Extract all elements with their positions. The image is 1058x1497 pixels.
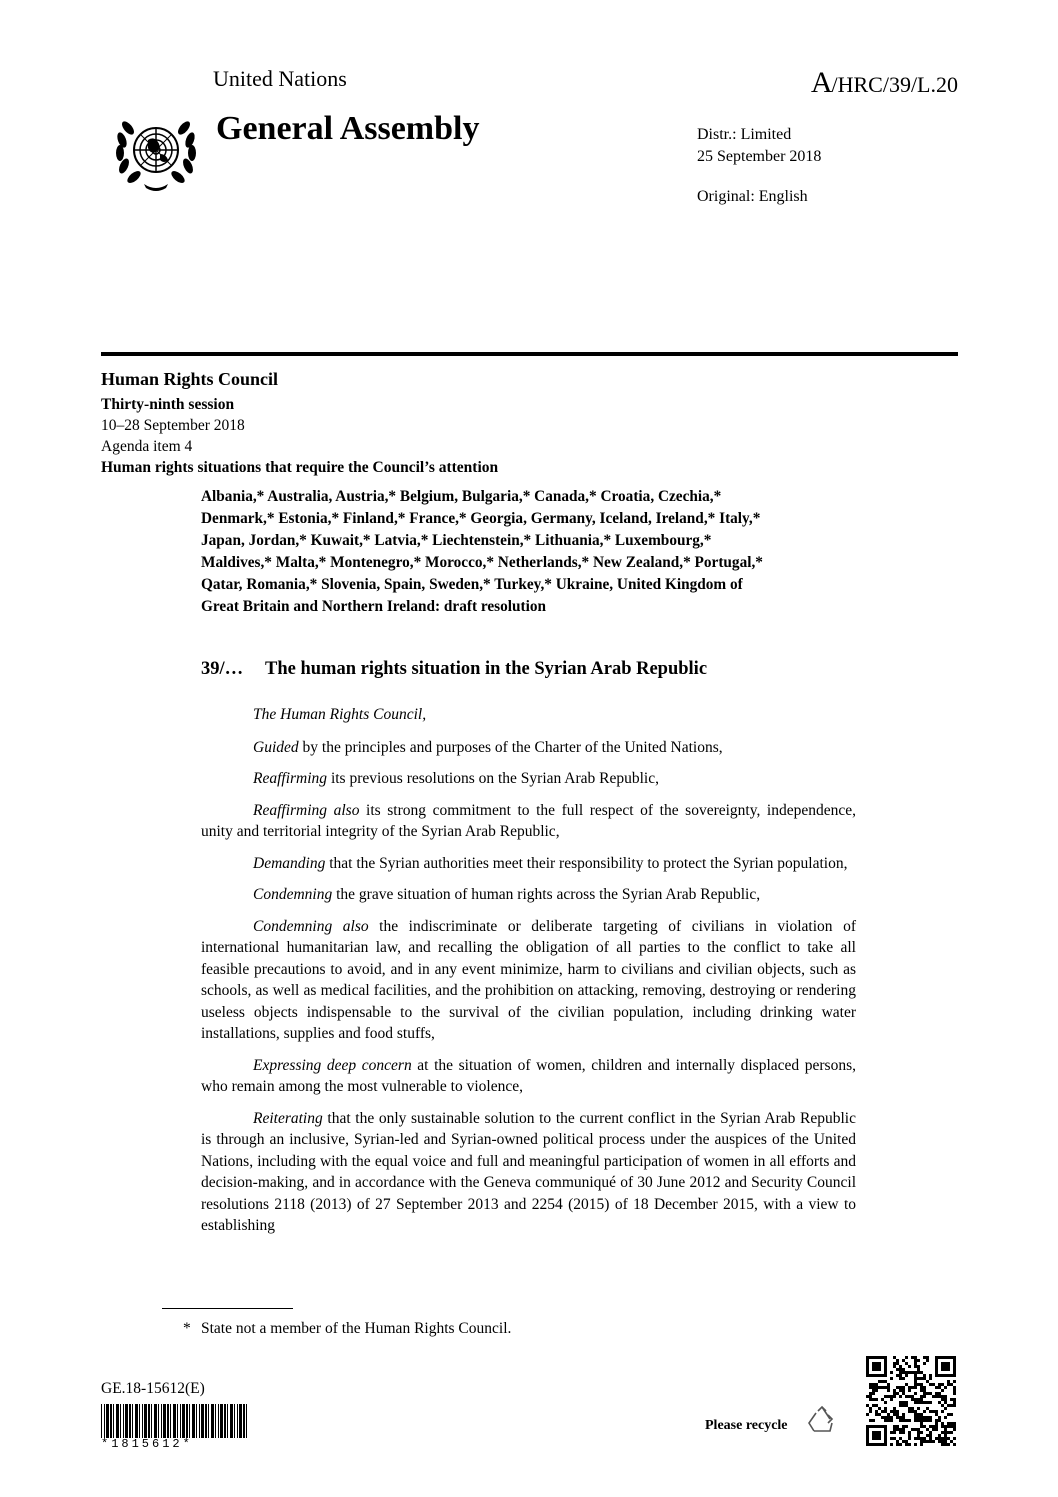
paragraph-lead: Condemning also bbox=[253, 917, 369, 935]
preamble-paragraph bbox=[201, 704, 856, 726]
preamble-paragraph bbox=[201, 800, 856, 843]
paragraph-lead: The Human Rights Council, bbox=[253, 706, 427, 723]
distribution: Distr.: Limited bbox=[697, 126, 792, 143]
paragraph-lead: Condemning bbox=[253, 886, 333, 903]
original-language: Original: English bbox=[697, 188, 808, 205]
agenda-title: Human rights situations that require the Council’s attention bbox=[101, 459, 499, 476]
symbol-rest: /HRC/39/L.20 bbox=[831, 72, 958, 97]
preamble-paragraph bbox=[201, 768, 856, 790]
issue-date: 25 September 2018 bbox=[697, 148, 822, 165]
paragraph-lead: Reaffirming bbox=[253, 770, 328, 787]
agenda-item: Agenda item 4 bbox=[101, 438, 193, 455]
council-name: Human Rights Council bbox=[101, 369, 279, 389]
sponsors-line: Japan, Jordan,* Kuwait,* Latvia,* Liechtenstein,* Lithuania,* Luxembourg,* bbox=[201, 532, 712, 549]
preamble-paragraph bbox=[201, 1055, 856, 1098]
sponsors-line: Albania,* Australia, Austria,* Belgium, Bulgaria,* Canada,* Croatia, Czechia,* bbox=[201, 488, 722, 505]
resolution-heading bbox=[201, 659, 707, 680]
preamble-paragraph bbox=[201, 853, 856, 875]
header-rule bbox=[101, 352, 958, 356]
preamble-paragraph bbox=[201, 1108, 856, 1237]
organization-name: United Nations bbox=[213, 66, 347, 91]
paragraph-lead: Reiterating bbox=[253, 1109, 323, 1127]
barcode-icon bbox=[101, 1404, 249, 1438]
distribution-block bbox=[697, 124, 821, 168]
sponsors-list bbox=[201, 486, 861, 618]
footnote-text: State not a member of the Human Rights Council. bbox=[201, 1320, 512, 1337]
preamble-paragraph bbox=[201, 916, 856, 1045]
body-title: General Assembly bbox=[216, 110, 480, 147]
sponsors-line: Denmark,* Estonia,* Finland,* France,* Georgia, Germany, Iceland, Ireland,* Italy,* bbox=[201, 510, 761, 527]
paragraph-text: at the situation of women, children and internally displaced persons, who remain among the most vulnerable to violence, bbox=[201, 1056, 856, 1095]
sponsors-line: Maldives,* Malta,* Montenegro,* Morocco,* Netherlands,* New Zealand,* Portugal,* bbox=[201, 554, 763, 571]
paragraph-text: by the principles and purposes of the Charter of the United Nations, bbox=[298, 738, 723, 756]
paragraph-text: the indiscriminate or deliberate targeting of civilians in violation of international humanitarian law, and recalling the obligation of all parties to the conflict to take all feasible precautions to avoid, and in any event minimize, harm to civilians and civilian objects, such as schools, as well as medical facilities, and the prohibition on attacking, removing, destroying or rendering useless objects indispensable to the survival of the civilian population, including drinking water installations, supplies and food stuffs, bbox=[201, 917, 856, 1042]
preamble-paragraph bbox=[201, 737, 856, 759]
un-emblem-icon bbox=[104, 110, 208, 194]
paragraph-text: that the Syrian authorities meet their responsibility to protect the Syrian population, bbox=[325, 854, 848, 872]
recycle-icon bbox=[806, 1405, 838, 1437]
paragraph-text: the grave situation of human rights across the Syrian Arab Republic, bbox=[332, 886, 761, 903]
resolution-number: 39/… bbox=[201, 659, 244, 679]
paragraph-lead: Guided bbox=[253, 738, 299, 756]
ge-number: GE.18-15612(E) bbox=[101, 1380, 205, 1397]
resolution-title: The human rights situation in the Syrian Arab Republic bbox=[265, 659, 708, 679]
sponsors-line: Great Britain and Northern Ireland: draft resolution bbox=[201, 598, 547, 615]
resolution-body bbox=[201, 704, 856, 1247]
sponsors-line: Qatar, Romania,* Slovenia, Spain, Sweden,* Turkey,* Ukraine, United Kingdom of bbox=[201, 576, 743, 593]
qr-code-icon bbox=[866, 1356, 956, 1446]
session-dates: 10–28 September 2018 bbox=[101, 417, 245, 434]
recycle-label: Please recycle bbox=[705, 1418, 788, 1433]
session-name: Thirty-ninth session bbox=[101, 396, 235, 413]
document-symbol bbox=[811, 66, 958, 100]
session-block bbox=[101, 394, 498, 478]
footnote-rule bbox=[162, 1308, 293, 1309]
paragraph-text: that the only sustainable solution to the current conflict in the Syrian Arab Republic is through an inclusive, Syrian-led and Syrian-owned political process under the auspices of the United Nations, including with the equal voice and full and meaningful participation of women in all efforts and decision-making, and in accordance with the Geneva communiqué of 30 June 2012 and Security Council resolutions 2118 (2013) of 27 September 2013 and 2254 (2015) of 18 December 2015, with a view to establishing bbox=[201, 1109, 856, 1234]
symbol-prefix: A bbox=[810, 66, 832, 99]
paragraph-text: its previous resolutions on the Syrian Arab Republic, bbox=[327, 770, 659, 787]
paragraph-lead: Expressing deep concern bbox=[253, 1056, 412, 1074]
paragraph-lead: Demanding bbox=[253, 854, 326, 872]
footnote-mark: * bbox=[183, 1320, 191, 1337]
preamble-paragraph bbox=[201, 884, 856, 906]
paragraph-lead: Reaffirming also bbox=[253, 801, 360, 819]
barcode-text: *1815612* bbox=[101, 1437, 193, 1451]
paragraph-text: its strong commitment to the full respect of the sovereignty, independence, unity and territorial integrity of the Syrian Arab Republic, bbox=[201, 801, 857, 840]
footnote bbox=[183, 1320, 511, 1338]
